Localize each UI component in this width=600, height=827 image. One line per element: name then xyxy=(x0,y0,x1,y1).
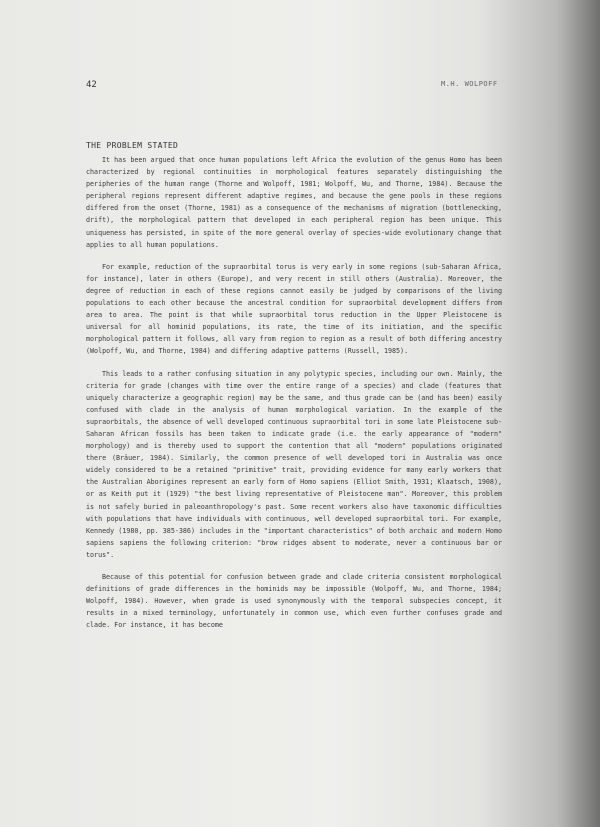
page-number: 42 xyxy=(86,80,97,90)
paragraph-1: It has been argued that once human populations left Africa the evolution of the genus Homo has been characterized by regional continuities in morphological features separately distinguishing the peripheries of the human range (Thorne and Wolpoff, 1981; Wolpoff, Wu, and Thorne, 1984). Because the peripheral regions represent different adaptive regimes, and because the gene pools in these regions differed from the onset (Thorne, 1981) as a consequence of the mechanisms of migration (bottlenecking, drift), the morphological pattern that developed in each peripheral region has been unique. This uniqueness has persisted, in spite of the more general overlay of species-wide evolutionary change that applies to all human populations. xyxy=(86,156,502,249)
paragraph-4: Because of this potential for confusion between grade and clade criteria consistent morphological definitions of grade differences in the hominids may be impossible (Wolpoff, Wu, and Thorne, 1984; Wolpoff, 1984). However, when grade is used synonymously with the temporal subspecies concept, it results in a mixed terminology, unfortunately in common use, which even further confuses grade and clade. For instance, it has become xyxy=(86,573,502,630)
section-heading: THE PROBLEM STATED xyxy=(86,141,179,150)
paragraph-3: This leads to a rather confusing situation in any polytypic species, including our own. Mainly, the criteria for grade (changes with time over the entire range of a species) and clade (features that uniquely characterize a geographic region) may be the same, and thus grade can be (and has been) easily confused with clade in the analysis of human morphological variation. In the example of the supraorbitals, the absence of well developed continuous supraorbital tori in some late Pleistocene sub-Saharan African fossils has been taken to indicate grade (i.e. the early appearance of "modern" morphology) and is thereby used to support the contention that all "modern" populations originated there (Bräuer, 1984). Similarly, the common presence of well developed tori in Australia was once widely considered to be a retained "primitive" trait, providing evidence for many early workers that the Australian Aborigines represent an early form of Homo sapiens (Elliot Smith, 1931; Klaatsch, 1908), or as Keith put it (1929) "the best living representative of Pleistocene man". Moreover, this problem is not safely buried in paleoanthropology's past. Some recent workers also have taxonomic difficulties with populations that have individuals with continuous, well developed supraorbital tori. For example, Kennedy (1980, pp. 385-386) includes in the "important characteristics" of both archaic and modern Homo sapiens sapiens the following criterion: "brow ridges absent to moderate, never a continuous bar or torus". xyxy=(86,369,502,559)
paragraph-2: For example, reduction of the supraorbital torus is very early in some regions (sub-Saharan Africa, for instance), later in others (Europe), and very recent in still others (Australia). Moreover, the degree of reduction in each of these regions cannot easily be judged by comparisons of the living populations to each other because the ancestral condition for supraorbital development differs from area to area. The point is that while supraorbital torus reduction in the Upper Pleistocene is universal for all hominid populations, its rate, the time of its initiation, and the specific morphological pattern it follows, all vary from region to region as a result of both differing ancestry (Wolpoff, Wu, and Thorne, 1984) and differing adaptive patterns (Russell, 1985). xyxy=(86,262,502,356)
running-head-author: M.H. WOLPOFF xyxy=(441,80,498,88)
body-text xyxy=(86,154,502,631)
